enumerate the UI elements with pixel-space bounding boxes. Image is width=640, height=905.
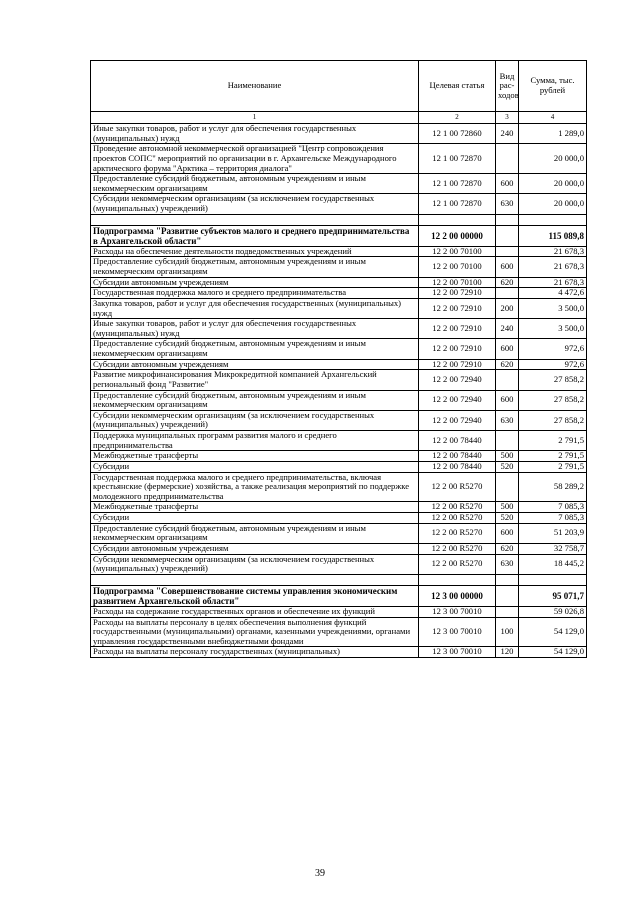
row-code-cell: 12 2 00 72940 [419,390,496,410]
row-name-cell: Субсидии автономным учреждениям [91,543,419,554]
row-type-cell: 620 [496,277,519,288]
row-name-cell: Расходы на выплаты персоналу в целях обеспечения выполнения функций государственными (муниципальными) органами, казенными учреждениями, органами управления государственными внебюджетными фондами [91,617,419,647]
row-type-cell: 240 [496,319,519,339]
row-code-cell: 12 2 00 R5270 [419,502,496,513]
row-code-cell: 12 2 00 00000 [419,225,496,246]
table-row [91,319,587,339]
table-row [91,647,587,658]
row-name-cell: Развитие микрофинансирования Микрокредитной компанией Архангельский региональный фонд "Развитие" [91,370,419,390]
table-row [91,617,587,647]
row-code-cell: 12 2 00 72910 [419,298,496,318]
column-number: 2 [419,112,496,124]
row-sum-cell: 7 085,3 [519,502,587,513]
row-code-cell: 12 2 00 72940 [419,370,496,390]
row-name-cell: Расходы на содержание государственных органов и обеспечение их функций [91,606,419,617]
row-sum-cell: 972,6 [519,339,587,359]
row-sum-cell: 58 289,2 [519,472,587,502]
row-sum-cell: 27 858,2 [519,390,587,410]
row-code-cell [419,214,496,225]
row-code-cell: 12 1 00 72870 [419,174,496,194]
row-type-cell: 100 [496,617,519,647]
budget-table [90,60,587,658]
table-row [91,288,587,299]
table-row [91,339,587,359]
row-name-cell: Субсидии некоммерческим организациям (за исключением государственных (муниципальных) учреждений) [91,194,419,214]
table-row [91,451,587,462]
row-type-cell: 520 [496,461,519,472]
row-sum-cell [519,574,587,585]
table-row [91,298,587,318]
row-code-cell: 12 2 00 78440 [419,431,496,451]
row-code-cell [419,574,496,585]
column-number: 3 [496,112,519,124]
row-type-cell: 630 [496,410,519,430]
spacer-row [91,574,587,585]
row-name-cell: Субсидии [91,461,419,472]
row-name-cell: Межбюджетные трансферты [91,451,419,462]
row-sum-cell: 115 089,8 [519,225,587,246]
table-row [91,513,587,524]
table-row [91,472,587,502]
row-type-cell: 600 [496,339,519,359]
row-sum-cell: 2 791,5 [519,461,587,472]
row-sum-cell: 32 758,7 [519,543,587,554]
row-code-cell: 12 1 00 72860 [419,124,496,144]
row-name-cell: Субсидии некоммерческим организациям (за исключением государственных (муниципальных) учреждений) [91,410,419,430]
row-type-cell [496,370,519,390]
row-name-cell: Предоставление субсидий бюджетным, автономным учреждениям и иным некоммерческим организациям [91,257,419,277]
row-sum-cell: 2 791,5 [519,451,587,462]
row-sum-cell: 972,6 [519,359,587,370]
table-body [91,124,587,658]
row-name-cell: Поддержка муниципальных программ развития малого и среднего предпринимательства [91,431,419,451]
table-row [91,277,587,288]
row-sum-cell: 20 000,0 [519,144,587,174]
row-type-cell: 600 [496,257,519,277]
row-sum-cell: 3 500,0 [519,319,587,339]
row-type-cell [496,214,519,225]
table-row [91,543,587,554]
row-name-cell: Государственная поддержка малого и среднего предпринимательства [91,288,419,299]
row-code-cell: 12 2 00 70100 [419,277,496,288]
row-sum-cell: 21 678,3 [519,246,587,257]
table-row [91,606,587,617]
row-name-cell: Субсидии автономным учреждениям [91,277,419,288]
row-code-cell: 12 2 00 70100 [419,246,496,257]
row-sum-cell: 95 071,7 [519,585,587,606]
row-type-cell [496,246,519,257]
table-row [91,144,587,174]
row-type-cell: 600 [496,390,519,410]
row-name-cell [91,214,419,225]
row-name-cell: Проведение автономной некоммерческой организацией "Центр сопровождения проектов СОПС" мероприятий по организации в г. Архангельске Международного арктического форума "Арктика – территория диалога" [91,144,419,174]
row-code-cell: 12 1 00 72870 [419,144,496,174]
row-sum-cell: 20 000,0 [519,194,587,214]
row-code-cell: 12 1 00 72870 [419,194,496,214]
row-sum-cell: 7 085,3 [519,513,587,524]
table-row [91,431,587,451]
row-sum-cell: 2 791,5 [519,431,587,451]
row-sum-cell: 18 445,2 [519,554,587,574]
table-row [91,174,587,194]
row-code-cell: 12 2 00 R5270 [419,554,496,574]
row-code-cell: 12 3 00 70010 [419,617,496,647]
row-name-cell: Закупка товаров, работ и услуг для обеспечения государственных (муниципальных) нужд [91,298,419,318]
row-type-cell [496,606,519,617]
row-sum-cell: 27 858,2 [519,370,587,390]
row-type-cell [496,288,519,299]
row-type-cell: 620 [496,359,519,370]
row-sum-cell: 51 203,9 [519,523,587,543]
table-header-row [91,61,587,112]
row-name-cell: Иные закупки товаров, работ и услуг для обеспечения государственных (муниципальных) нужд [91,124,419,144]
row-code-cell: 12 3 00 00000 [419,585,496,606]
column-number: 4 [519,112,587,124]
page-number: 39 [315,868,325,879]
row-type-cell [496,144,519,174]
row-code-cell: 12 2 00 R5270 [419,523,496,543]
row-name-cell: Иные закупки товаров, работ и услуг для обеспечения государственных (муниципальных) нужд [91,319,419,339]
header-code: Целевая статья [419,61,496,112]
row-name-cell: Расходы на обеспечение деятельности подведомственных учреждений [91,246,419,257]
row-sum-cell: 4 472,6 [519,288,587,299]
table-row [91,523,587,543]
row-type-cell [496,225,519,246]
table-row [91,461,587,472]
row-type-cell: 630 [496,554,519,574]
row-name-cell: Расходы на выплаты персоналу государственных (муниципальных) [91,647,419,658]
row-type-cell: 500 [496,451,519,462]
row-code-cell: 12 2 00 70100 [419,257,496,277]
row-name-cell: Предоставление субсидий бюджетным, автономным учреждениям и иным некоммерческим организациям [91,523,419,543]
row-code-cell: 12 3 00 70010 [419,647,496,658]
row-code-cell: 12 2 00 72910 [419,339,496,359]
row-sum-cell: 54 129,0 [519,617,587,647]
row-name-cell: Субсидии автономным учреждениям [91,359,419,370]
row-code-cell: 12 2 00 72910 [419,359,496,370]
row-type-cell: 600 [496,523,519,543]
row-sum-cell: 20 000,0 [519,174,587,194]
header-name: Наименование [91,61,419,112]
row-code-cell: 12 2 00 R5270 [419,513,496,524]
row-name-cell [91,574,419,585]
column-number: 1 [91,112,419,124]
row-sum-cell: 3 500,0 [519,298,587,318]
row-sum-cell: 21 678,3 [519,257,587,277]
row-name-cell: Подпрограмма "Совершенствование системы управления экономическим развитием Архангельской области" [91,585,419,606]
row-name-cell: Субсидии [91,513,419,524]
subprogram-row [91,585,587,606]
row-sum-cell: 21 678,3 [519,277,587,288]
row-name-cell: Предоставление субсидий бюджетным, автономным учреждениям и иным некоммерческим организациям [91,339,419,359]
table-row [91,124,587,144]
row-name-cell: Предоставление субсидий бюджетным, автономным учреждениям и иным некоммерческим организациям [91,390,419,410]
table-row [91,410,587,430]
table-row [91,359,587,370]
row-code-cell: 12 2 00 72940 [419,410,496,430]
table-row [91,390,587,410]
row-sum-cell [519,214,587,225]
row-code-cell: 12 2 00 72910 [419,288,496,299]
table-row [91,194,587,214]
row-code-cell: 12 2 00 72910 [419,319,496,339]
table-row [91,257,587,277]
table-row [91,246,587,257]
table-row [91,554,587,574]
row-code-cell: 12 2 00 R5270 [419,472,496,502]
row-type-cell: 600 [496,174,519,194]
row-type-cell: 630 [496,194,519,214]
row-type-cell: 620 [496,543,519,554]
table-row [91,370,587,390]
row-code-cell: 12 2 00 78440 [419,451,496,462]
row-sum-cell: 54 129,0 [519,647,587,658]
row-sum-cell: 27 858,2 [519,410,587,430]
row-name-cell: Субсидии некоммерческим организациям (за исключением государственных (муниципальных) учреждений) [91,554,419,574]
table-row [91,502,587,513]
row-code-cell: 12 2 00 78440 [419,461,496,472]
row-name-cell: Межбюджетные трансферты [91,502,419,513]
row-type-cell [496,472,519,502]
row-type-cell [496,585,519,606]
row-type-cell [496,431,519,451]
header-sum: Сумма, тыс. рублей [519,61,587,112]
row-type-cell: 120 [496,647,519,658]
row-code-cell: 12 3 00 70010 [419,606,496,617]
subprogram-row [91,225,587,246]
column-number-row [91,112,587,124]
row-type-cell [496,574,519,585]
row-name-cell: Государственная поддержка малого и среднего предпринимательства, включая крестьянские (фермерские) хозяйства, а также реализация мероприятий по поддержке молодежного предпринимательства [91,472,419,502]
row-type-cell: 520 [496,513,519,524]
spacer-row [91,214,587,225]
row-type-cell: 500 [496,502,519,513]
header-type: Вид рас-ходов [496,61,519,112]
row-type-cell: 240 [496,124,519,144]
row-code-cell: 12 2 00 R5270 [419,543,496,554]
row-sum-cell: 1 289,0 [519,124,587,144]
row-type-cell: 200 [496,298,519,318]
row-sum-cell: 59 026,8 [519,606,587,617]
row-name-cell: Подпрограмма "Развитие субъектов малого и среднего предпринимательства в Архангельской области" [91,225,419,246]
row-name-cell: Предоставление субсидий бюджетным, автономным учреждениям и иным некоммерческим организациям [91,174,419,194]
